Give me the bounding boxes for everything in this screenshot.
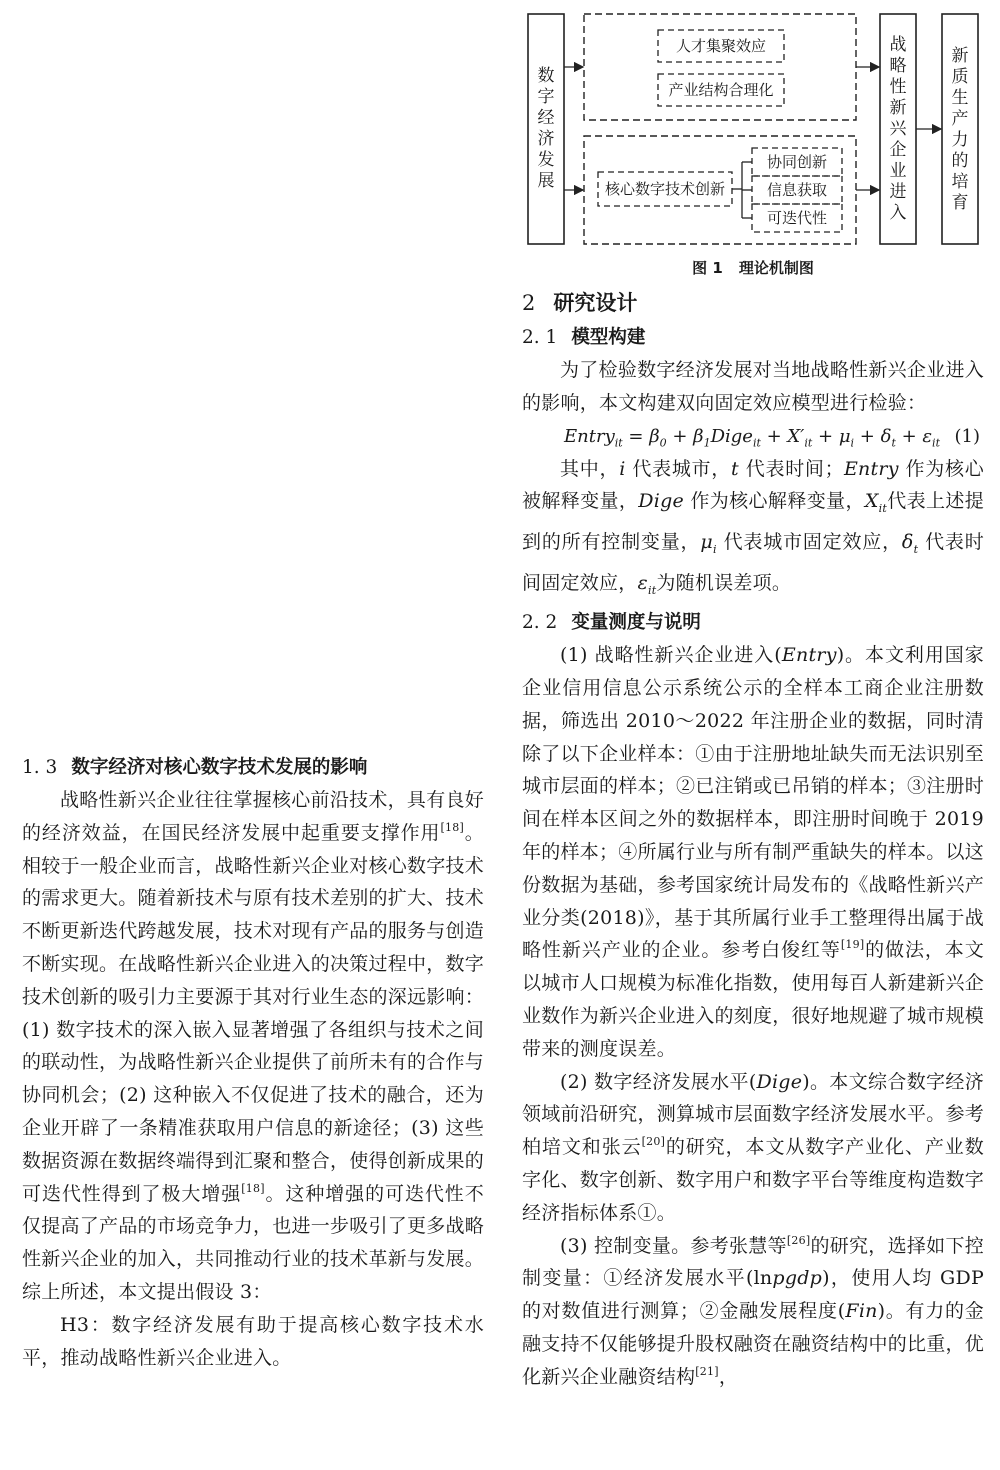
label-core-tech: 核心数字技术创新 <box>604 180 725 198</box>
equation-number: (1) <box>954 425 980 447</box>
citation-18: [18] <box>440 820 465 834</box>
section-heading-2: 2 研究设计 <box>522 291 638 315</box>
label-iter: 可迭代性 <box>766 209 827 227</box>
section-heading-2-2: 2. 2 变量测度与说明 <box>522 612 701 634</box>
label-talent: 人才集聚效应 <box>675 37 766 55</box>
equation-1: Entry$_{it}$ = $\beta_0$ + $\beta_1Dige_{it} + X'_{it} + \mu_i + \delta_t + \varepsilon_{it}$ (1) <box>522 420 984 453</box>
label-new-productivity: 新质生产力的培育 <box>951 46 969 213</box>
paragraph-entry-variable: (1) 战略性新兴企业进入(Entry)。本文利用国家企业信用信息公示系统公示的全样本工商企业注册数据，筛选出 2010～2022 年注册企业的数据，同时清除了以下企业样本：①由于注册地址缺失而无法识别至城市层面的样本；②已注销或已吊销的样本；③注册时间在样本区间之外的数据样本，即注册时间晚于 2019 年的样本；④所属行业与所有制严重缺失的样本。以这份数据为基础，参考国家统计局发布的《战略性新兴产业分类(2018)》，基于其所属行业手工整理得出属于战略性新兴产业的企业。参考白俊红等[19]的做法，本文以城市人口规模为标准化指数，使用每百人新建新兴企业数作为新兴企业进入的刻度，很好地规避了城市规模带来的测度误差。 <box>522 644 985 1060</box>
mechanism-diagram <box>522 0 984 277</box>
label-info: 信息获取 <box>766 181 827 199</box>
label-industry: 产业结构合理化 <box>668 81 774 99</box>
left-column <box>22 752 484 1374</box>
label-digital-economy: 数字经济发展 <box>537 66 555 191</box>
section-heading-1-3: 1. 3 数字经济对核心数字技术发展的影响 <box>22 757 368 778</box>
citation-18: [18] <box>241 1181 265 1195</box>
paragraph-dige-variable: (2) 数字经济发展水平(Dige)。本文综合数字经济领域前沿研究，测算城市层面数字经济发展水平。参考柏培文和张云[20]的研究，本文从数字产业化、产业数字化、数字创新、数字用户和数字平台等维度构造数字经济指标体系①。 <box>522 1070 985 1224</box>
paragraph-1-3-body: 战略性新兴企业往往掌握核心前沿技术，具有良好的经济效益，在国民经济发展中起重要支撑作用[18]。相较于一般企业而言，战略性新兴企业对核心数字技术的需求更大。随着新技术与原有技术差别的扩大、技术不断更新迭代跨越发展，技术对现有产品的服务与创造不断实现。在战略性新兴企业进入的决策过程中，数字技术创新的吸引力主要源于其对行业生态的深远影响：(1) 数字技术的深入嵌入显著增强了各组织与技术之间的联动性，为战略性新兴企业提供了前所未有的合作与协同机会；(2) 这种嵌入不仅促进了技术的融合，还为企业开辟了一条精准获取用户信息的新途径；(3) 这些数据资源在数据终端得到汇聚和整合，使得创新成果的可迭代性得到了极大增强[18]。这种增强的可迭代性不仅提高了产品的市场竞争力，也进一步吸引了更多战略性新兴企业的加入，共同推动行业的技术革新与发展。综上所述，本文提出假设 3： <box>22 789 485 1303</box>
figure-caption: 图 1 理论机制图 <box>692 259 814 277</box>
citation-19: [19] <box>840 938 865 952</box>
label-collab: 协同创新 <box>766 153 827 171</box>
citation-20: [20] <box>641 1135 666 1149</box>
label-entry: 战略性新兴企业进入 <box>889 35 907 223</box>
section-heading-2-1: 2. 1 模型构建 <box>522 327 646 348</box>
paragraph-control-variables: (3) 控制变量。参考张慧等[26]的研究，选择如下控制变量：①经济发展水平(lnpgdp)，使用人均 GDP 的对数值进行测算；②金融发展程度(Fin)。有力的金融支持不仅能够提升股权融资在融资结构中的比重，优化新兴企业融资结构[21]， <box>522 1233 985 1388</box>
hypothesis-h3: H3：数字经济发展有助于提高核心数字技术水平，推动战略性新兴企业进入。 <box>22 1313 484 1369</box>
right-column <box>522 0 984 1394</box>
paragraph-variable-definition: 其中，i 代表城市，t 代表时间；Entry 作为核心被解释变量，Dige 作为核心解释变量，$X_{it}$代表上述提到的所有控制变量，$\mu_i$ 代表城市固定效应，$\delta_t$ 代表时间固定效应，$\varepsilon_{it}$为随机误差项。 <box>522 457 984 597</box>
paragraph-model: 为了检验数字经济发展对当地战略性新兴企业进入的影响，本文构建双向固定效应模型进行检验： <box>522 359 984 414</box>
citation-21: [21] <box>695 1364 719 1378</box>
citation-26: [26] <box>786 1233 811 1247</box>
